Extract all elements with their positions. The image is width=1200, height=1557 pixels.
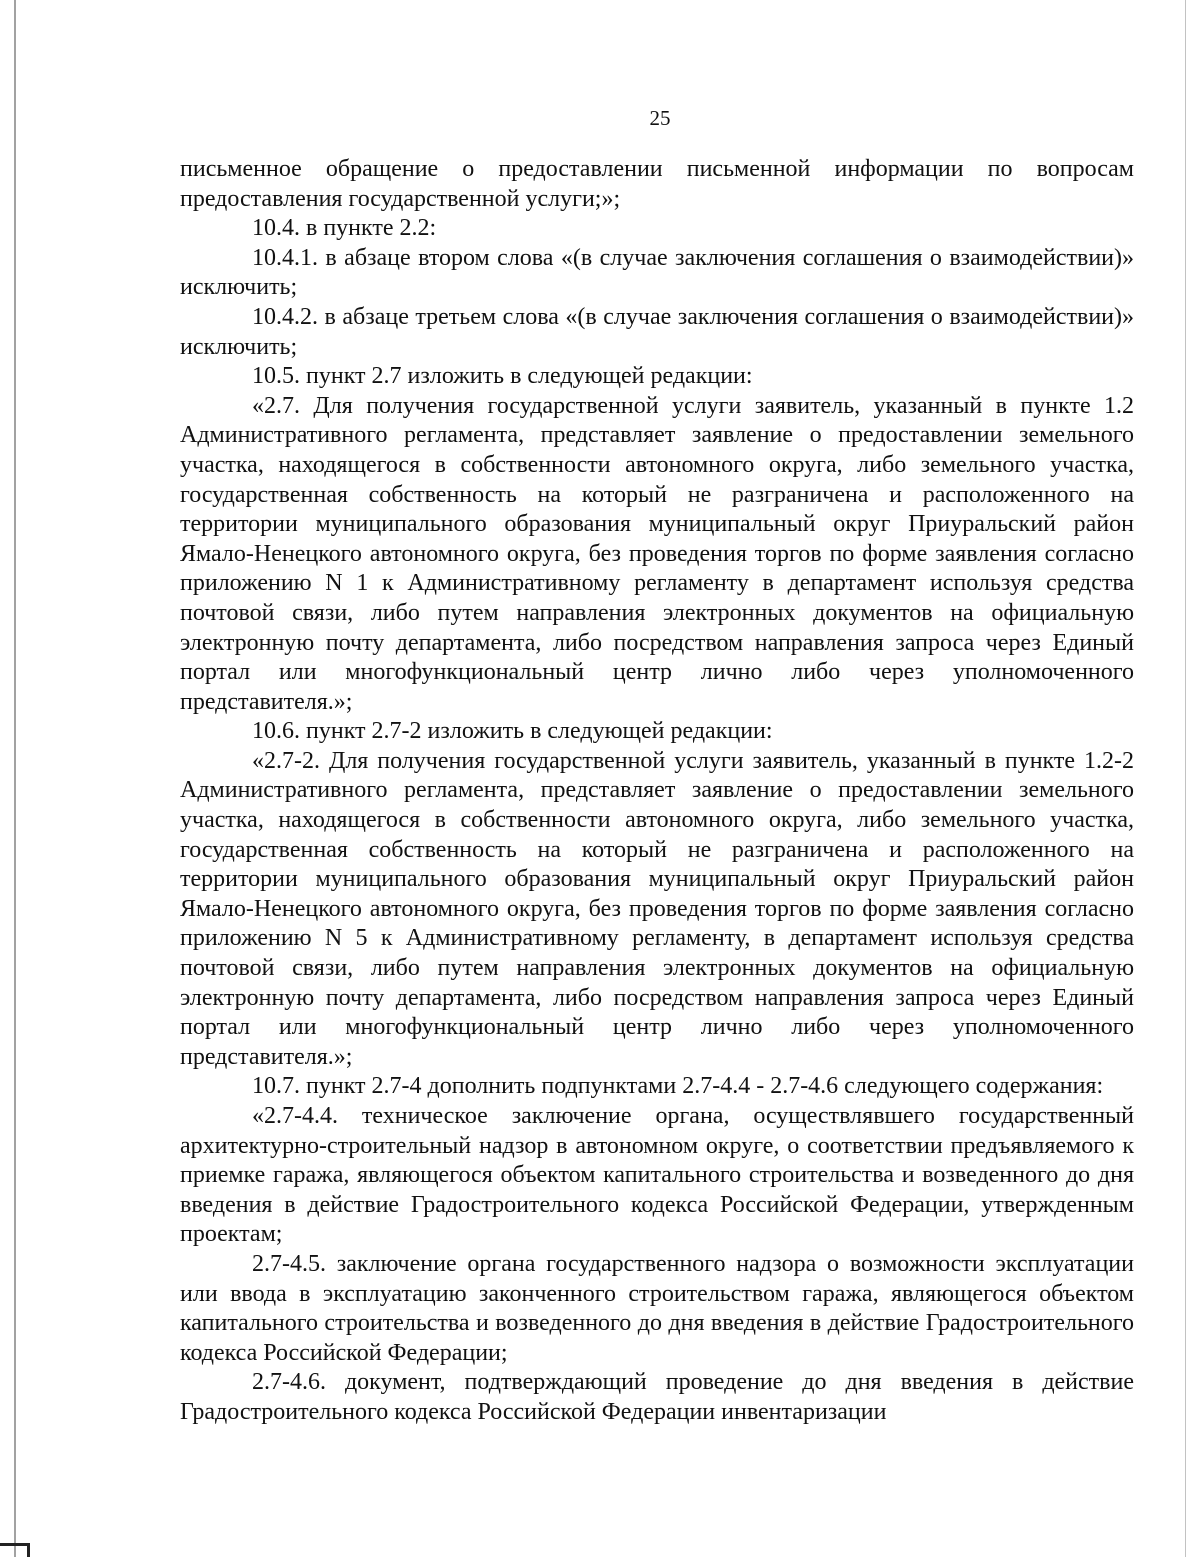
paragraph: «2.7-4.4. техническое заключение органа, осуществлявшего государственный архитектурно-строительный надзор в автономном округе, о соответствии предъявляемого к приемке гаража, являющегося объектом капитального строительства и возведенного до дня введения в действие Градостроительного кодекса Российской Федерации, утвержденным проектам; (180, 1103, 1134, 1248)
paragraph: 10.4. в пункте 2.2: (252, 215, 437, 242)
scan-edge-left (14, 0, 16, 1557)
document-body (180, 155, 1134, 1428)
paragraph: 10.6. пункт 2.7-2 изложить в следующей редакции: (252, 718, 773, 745)
scan-edge-right (1185, 0, 1186, 1557)
paragraph: 10.4.1. в абзаце втором слова «(в случае заключения соглашения о взаимодействии)» исключить; (180, 244, 1134, 301)
page-number: 25 (649, 106, 671, 130)
scan-corner-mark (0, 1543, 30, 1557)
paragraph: «2.7. Для получения государственной услуги заявитель, указанный в пункте 1.2 Административного регламента, представляет заявление о предоставлении земельного участка, находящегося в собственности автономного округа, либо земельного участка, государственная собственность на который не разграничена и расположенного на территории муниципального образования муниципальный округ Приуральский район Ямало-Ненецкого автономного округа, без проведения торгов по форме заявления согласно приложению N 1 к Административному регламенту в департамент используя средства почтовой связи, либо путем направления электронных документов на официальную электронную почту департамента, либо посредством направления запроса через Единый портал или многофункциональный центр лично либо через уполномоченного представителя.»; (180, 392, 1134, 715)
paragraph: 2.7-4.6. документ, подтверждающий проведение до дня введения в действие Градостроительного кодекса Российской Федерации инвентаризации (180, 1369, 1134, 1425)
paragraph: 10.4.2. в абзаце третьем слова «(в случае заключения соглашения о взаимодействии)» исключить; (180, 303, 1134, 360)
paragraph: 10.5. пункт 2.7 изложить в следующей редакции: (252, 363, 753, 390)
paragraph: 10.7. пункт 2.7-4 дополнить подпунктами 2.7-4.4 - 2.7-4.6 следующего содержания: (252, 1073, 1104, 1100)
paragraph: письменное обращение о предоставлении письменной информации по вопросам предоставления государственной услуги;»; (180, 156, 1134, 212)
paragraph: 2.7-4.5. заключение органа государственного надзора о возможности эксплуатации или ввода в эксплуатацию законченного строительством гаража, являющегося объектом капитального строительства и возведенного до дня введения в действие Градостроительного кодекса Российской Федерации; (180, 1250, 1134, 1366)
paragraph: «2.7-2. Для получения государственной услуги заявитель, указанный в пункте 1.2-2 Административного регламента, представляет заявление о предоставлении земельного участка, находящегося в собственности автономного округа, либо земельного участка, государственная собственность на который не разграничена и расположенного на территории муниципального образования муниципальный округ Приуральский район Ямало-Ненецкого автономного округа, без проведения торгов по форме заявления согласно приложению N 5 к Административному регламенту, в департамент используя средства почтовой связи, либо путем направления электронных документов на официальную электронную почту департамента, либо посредством направления запроса через Единый портал или многофункциональный центр лично либо через уполномоченного представителя.»; (180, 747, 1134, 1070)
